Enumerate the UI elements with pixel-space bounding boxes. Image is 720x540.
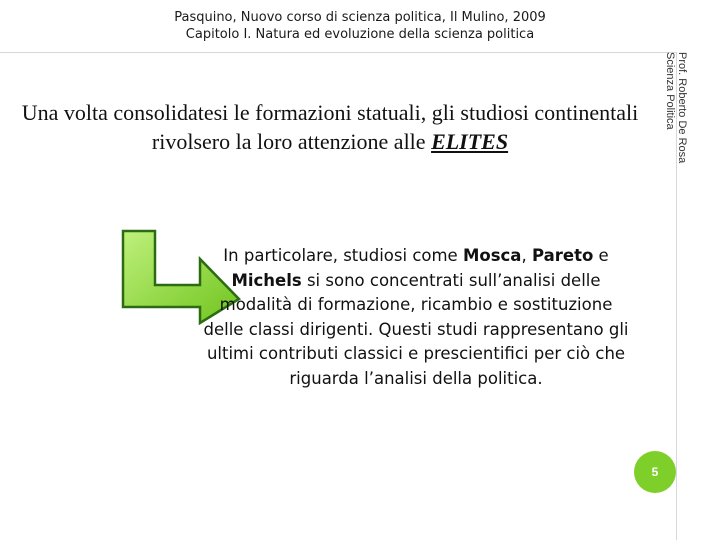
sidebar-text (666, 52, 688, 452)
body-text-3: e (593, 246, 609, 265)
header-line-2: Capitolo I. Natura ed evoluzione della scienza politica (185, 27, 535, 42)
author-pareto: Pareto (531, 246, 594, 265)
header-divider (0, 52, 676, 53)
page-number: 5 (651, 465, 659, 479)
intro-text: Una volta consolidatesi le formazioni statuali, gli studiosi continentali rivolsero la loro attenzione alle (21, 100, 639, 154)
author-mosca: Mosca (462, 246, 522, 265)
intro-paragraph (20, 98, 640, 156)
sidebar-author: Prof. Roberto De Rosa (676, 52, 688, 164)
page-number-badge (634, 451, 676, 493)
body-text-4: si sono concentrati sull’analisi delle modalità di formazione, ricambio e sostituzione delle classi dirigenti. Questi studi rappresentano gli ultimi contributi classici e prescientifici per ciò che riguarda l’analisi della politica. (203, 270, 629, 388)
slide-header (0, 9, 720, 43)
header-line-1: Pasquino, Nuovo corso di scienza politica, Il Mulino, 2009 (174, 10, 546, 25)
body-paragraph (200, 244, 632, 391)
author-michels: Michels (231, 270, 302, 290)
body-text-2: , (521, 246, 532, 265)
body-text-1: In particolare, studiosi come (223, 246, 463, 265)
intro-emphasis: ELITES (431, 129, 509, 154)
sidebar-course: Scienza Politica (664, 52, 676, 130)
